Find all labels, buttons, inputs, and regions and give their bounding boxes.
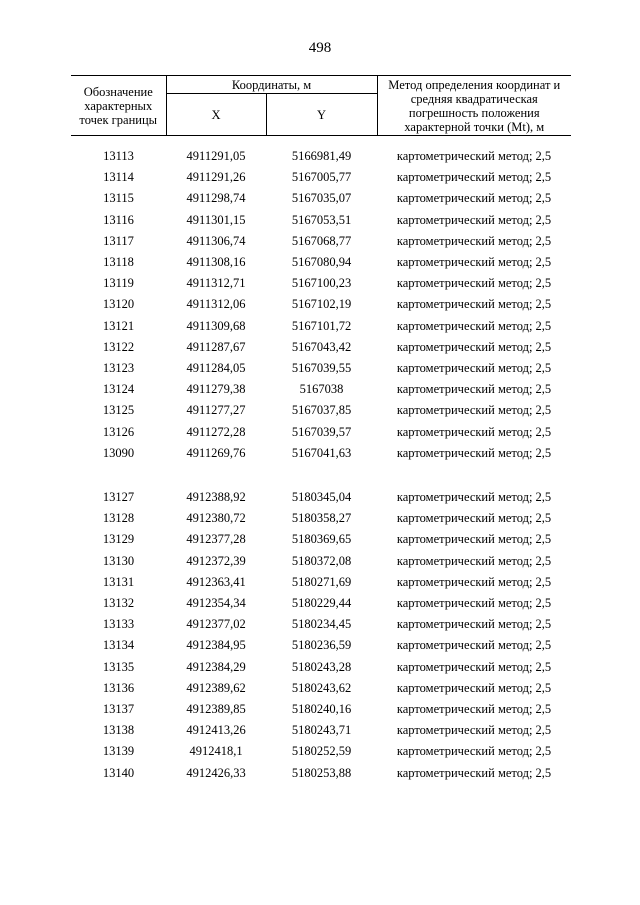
point-id: 13115 [103,191,134,206]
table-row [71,146,571,167]
table-row [71,294,571,315]
table-row [71,551,571,572]
coord-x: 4911298,74 [186,191,246,206]
table-row [71,741,571,762]
table-row [71,210,571,231]
method-cell: картометрический метод; 2,5 [396,723,552,738]
coord-y: 5167102,19 [291,297,352,312]
point-id: 13140 [102,765,135,780]
coord-x: 4911312,71 [186,276,246,291]
coord-x: 4911277,27 [186,403,246,418]
method-cell: картометрический метод; 2,5 [396,532,552,547]
method-cell: картометрический метод; 2,5 [396,403,552,418]
coord-x: 4911309,68 [186,318,246,333]
point-id: 13138 [102,723,135,738]
coord-y: 5180229,44 [291,596,352,610]
coord-x: 4912384,29 [186,659,246,674]
point-id: 13125 [102,403,135,418]
coord-y: 5167100,23 [291,276,352,291]
point-id: 13113 [103,149,134,163]
method-cell: картометрический метод; 2,5 [396,212,552,227]
coord-x: 4911279,38 [186,382,246,397]
coord-x: 4912388,92 [186,490,246,504]
point-id: 13134 [102,638,135,653]
page-number: 498 [308,40,332,56]
coord-y: 5180236,59 [291,638,352,653]
method-cell: картометрический метод; 2,5 [396,233,552,248]
table-row [71,508,571,529]
coord-x: 4911284,05 [186,361,246,375]
header-method: Метод определения координат и средняя квадратическая погрешность положения характерной точки (Mt), м [377,76,571,136]
table-row [71,337,571,358]
point-id: 13136 [102,680,135,695]
point-id: 13135 [102,659,135,674]
method-cell: картометрический метод; 2,5 [396,297,552,312]
coord-y: 5180253,88 [291,765,352,780]
coord-x: 4911312,06 [186,297,246,312]
table-row [71,316,571,337]
coord-y: 5167041,63 [291,445,352,460]
coord-x: 4911269,76 [186,445,246,460]
coord-y: 5167080,94 [291,255,352,269]
table-row [71,593,571,614]
point-id: 13118 [103,255,134,269]
coord-y: 5167005,77 [291,170,352,185]
header-y: Y [266,94,377,136]
coord-x: 4911291,26 [186,170,246,185]
point-id: 13139 [102,744,135,759]
point-id: 13127 [102,490,135,504]
coord-x: 4911287,67 [186,339,246,354]
table-row [71,188,571,209]
coord-y: 5180252,59 [291,744,352,759]
coord-y: 5180345,04 [291,490,352,504]
coord-x: 4912418,1 [189,744,243,759]
coord-x: 4912380,72 [186,511,246,526]
table-row [71,720,571,741]
table-row [71,167,571,188]
table-row [71,572,571,593]
method-cell: картометрический метод; 2,5 [396,339,552,354]
table-row [71,400,571,421]
method-cell: картометрический метод; 2,5 [396,553,552,568]
coord-y: 5180271,69 [291,574,352,589]
table-row [71,252,571,273]
coord-y: 5167101,72 [291,318,352,333]
coord-y: 5167043,42 [291,339,352,354]
table-row [71,657,571,678]
coord-x: 4912363,41 [186,574,246,589]
method-cell: картометрический метод; 2,5 [396,382,552,397]
coord-y: 5180243,28 [291,659,352,674]
point-id: 13126 [102,424,135,439]
point-id: 13121 [102,318,135,333]
point-id: 13119 [103,276,134,291]
coord-x: 4912389,62 [186,680,246,695]
method-cell: картометрический метод; 2,5 [396,638,552,653]
coord-y: 5180234,45 [291,617,352,632]
point-id: 13124 [102,382,135,397]
coord-x: 4912384,95 [186,638,246,653]
table-row [71,273,571,294]
point-id: 13129 [102,532,135,547]
method-cell: картометрический метод; 2,5 [396,149,552,163]
table-row [71,422,571,443]
coord-y: 5167039,57 [291,424,352,439]
table-row [71,358,571,379]
coord-x: 4911308,16 [186,255,246,269]
coord-y: 5167068,77 [291,233,352,248]
method-cell: картометрический метод; 2,5 [396,511,552,526]
table-row [71,379,571,400]
method-cell: картометрический метод; 2,5 [396,490,552,504]
coord-y: 5167037,85 [291,403,352,418]
method-cell: картометрический метод; 2,5 [396,361,552,375]
table-row [71,763,571,784]
coord-y: 5166981,49 [291,149,352,163]
coord-y: 5180372,08 [291,553,352,568]
coord-x: 4911272,28 [186,424,246,439]
table-header [71,75,571,136]
point-id: 13123 [102,361,135,375]
point-id: 13090 [102,445,135,460]
method-cell: картометрический метод; 2,5 [396,659,552,674]
point-id: 13120 [102,297,135,312]
coord-x: 4912377,28 [186,532,246,547]
method-cell: картометрический метод; 2,5 [396,191,552,206]
point-id: 13117 [103,233,134,248]
method-cell: картометрический метод; 2,5 [396,744,552,759]
table-row [71,231,571,252]
coord-y: 5167053,51 [291,212,352,227]
method-cell: картометрический метод; 2,5 [396,702,552,716]
coord-y: 5180243,62 [291,680,352,695]
coord-x: 4912372,39 [186,553,246,568]
method-cell: картометрический метод; 2,5 [396,680,552,695]
table-row [71,487,571,508]
table-row [71,529,571,550]
table-row [71,614,571,635]
point-id: 13122 [102,339,135,354]
method-cell: картометрический метод; 2,5 [396,445,552,460]
coord-x: 4912426,33 [186,765,246,780]
coord-y: 5167035,07 [291,191,352,206]
table-row [71,635,571,656]
method-cell: картометрический метод; 2,5 [396,574,552,589]
point-id: 13130 [102,553,135,568]
point-id: 13132 [102,596,135,610]
method-cell: картометрический метод; 2,5 [396,424,552,439]
method-cell: картометрический метод; 2,5 [396,170,552,185]
coord-y: 5167039,55 [291,361,352,375]
method-cell: картометрический метод; 2,5 [396,596,552,610]
coord-x: 4911306,74 [186,233,246,248]
table-row [71,443,571,464]
header-x: X [166,94,266,136]
table-row [71,678,571,699]
point-id: 13128 [102,511,135,526]
point-id: 13131 [102,574,135,589]
header-point-designation: Обозначение характерных точек границы [71,76,166,136]
coord-y: 5180240,16 [291,702,352,716]
coord-x: 4912354,34 [186,596,246,610]
point-id: 13116 [103,212,134,227]
header-coordinates-group: Координаты, м [166,76,377,94]
method-cell: картометрический метод; 2,5 [396,765,552,780]
coord-x: 4912413,26 [186,723,246,738]
coord-y: 5180243,71 [291,723,352,738]
method-cell: картометрический метод; 2,5 [396,255,552,269]
coord-y: 5180369,65 [291,532,352,547]
method-cell: картометрический метод; 2,5 [396,617,552,632]
coord-x: 4912377,02 [186,617,246,632]
coord-x: 4912389,85 [186,702,246,716]
coord-y: 5167038 [299,382,344,397]
coord-x: 4911301,15 [186,212,246,227]
point-id: 13114 [103,170,134,185]
point-id: 13133 [102,617,135,632]
coord-x: 4911291,05 [186,149,246,163]
method-cell: картометрический метод; 2,5 [396,276,552,291]
method-cell: картометрический метод; 2,5 [396,318,552,333]
point-id: 13137 [102,702,135,716]
coord-y: 5180358,27 [291,511,352,526]
table-row [71,699,571,720]
